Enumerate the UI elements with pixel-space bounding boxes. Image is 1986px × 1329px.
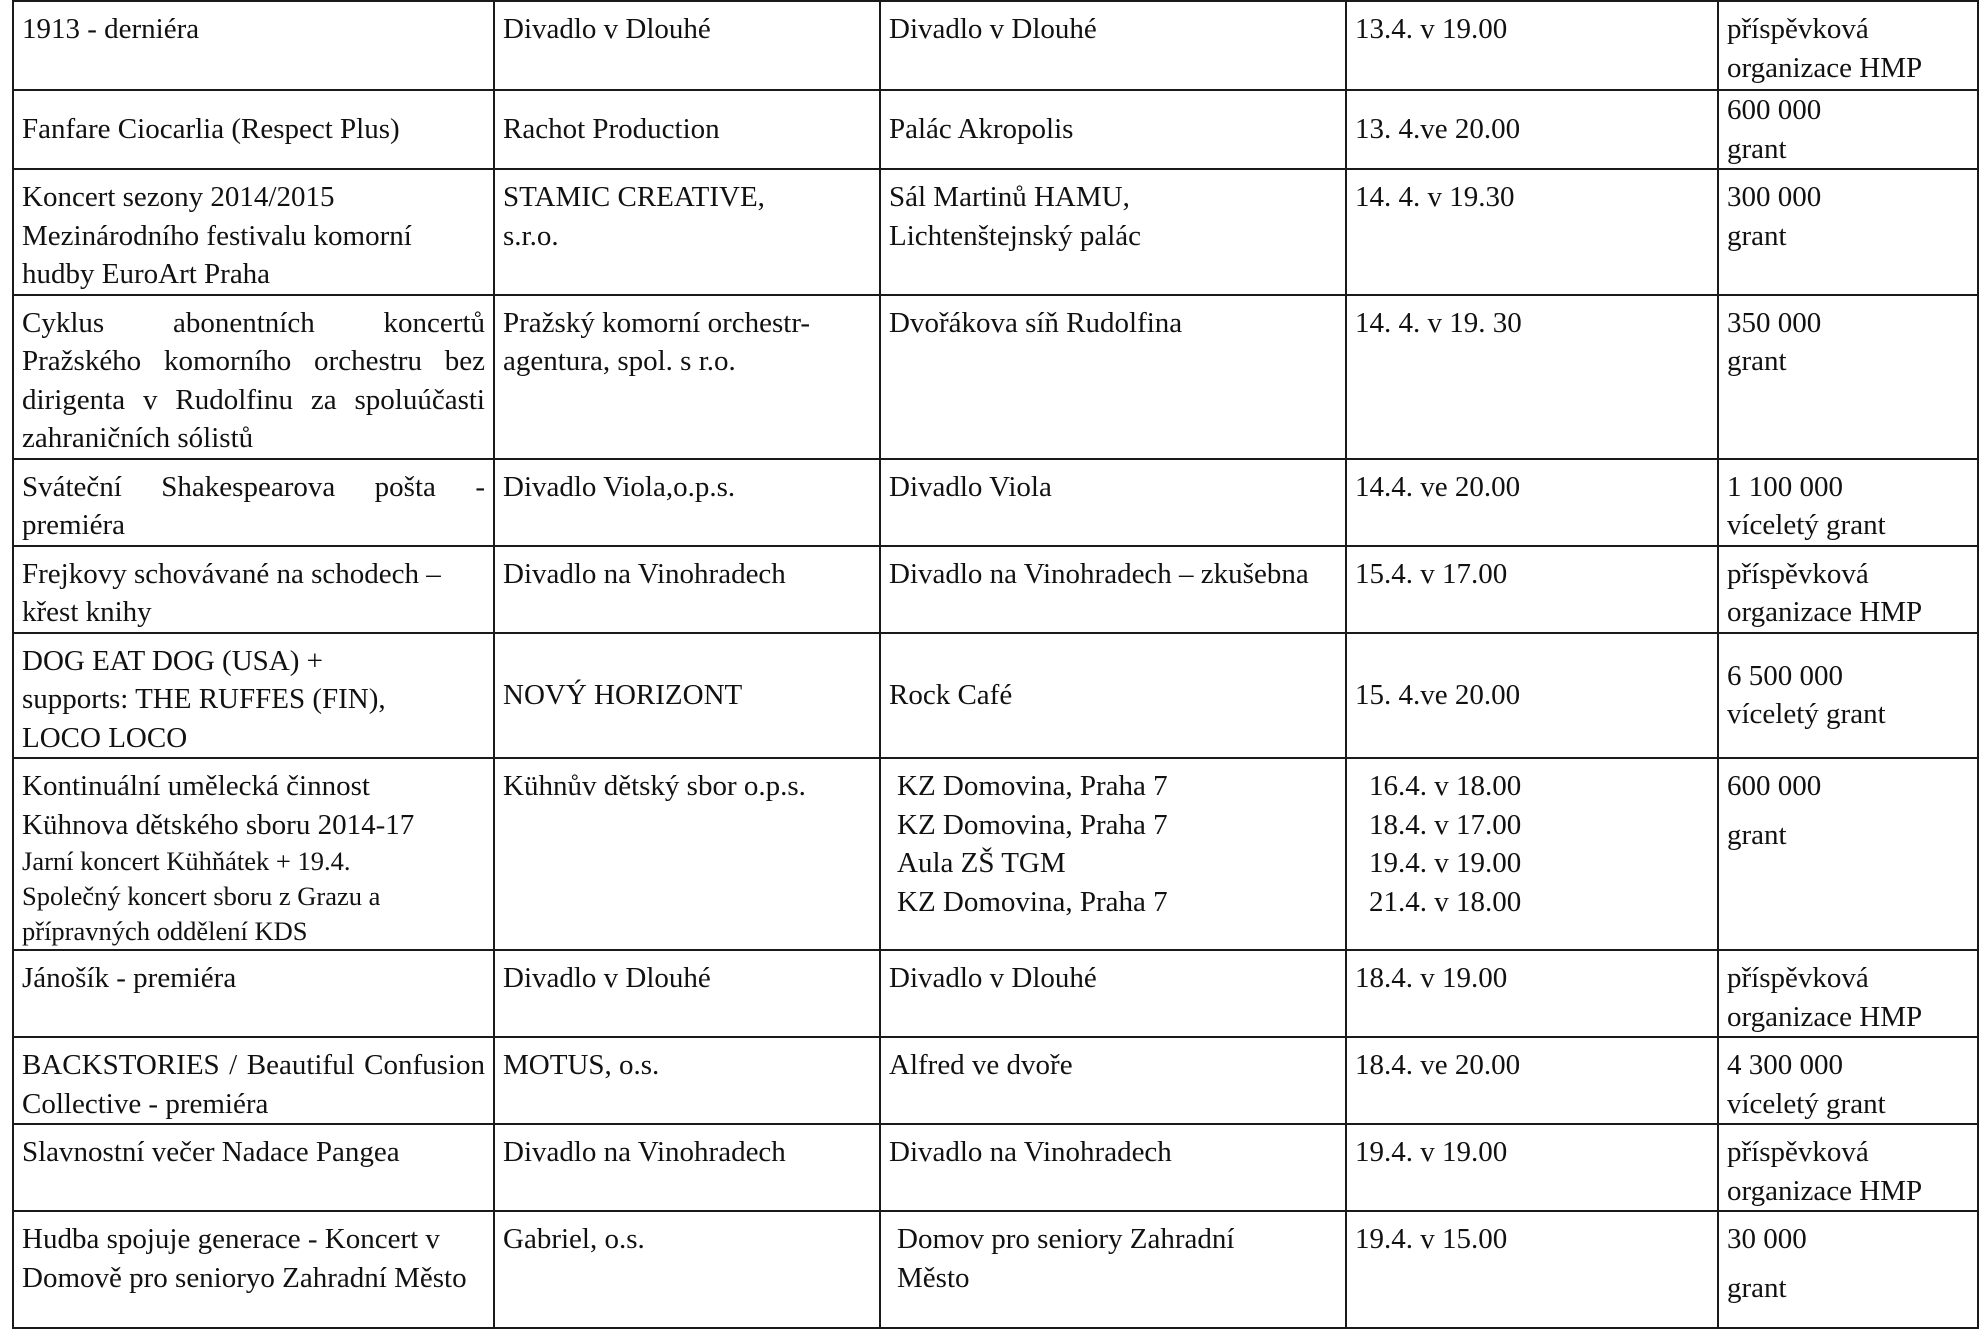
organizer-cell: [494, 90, 880, 169]
funding-text: grant: [1727, 219, 1787, 252]
funding-text: 1 100 000: [1727, 470, 1843, 503]
organizer-text: NOVÝ HORIZONT: [503, 679, 743, 711]
table-row: [13, 758, 1978, 950]
event-text: supports: THE RUFFES (FIN),: [22, 683, 386, 715]
venue-text: KZ Domovina, Praha 7: [897, 885, 1168, 918]
event-cell: [13, 1037, 494, 1124]
date-cell: [1346, 633, 1718, 759]
funding-cell: [1718, 1211, 1978, 1328]
funding-text: příspěvková: [1727, 1136, 1869, 1168]
organizer-text: STAMIC CREATIVE,: [503, 181, 765, 213]
event-text: Koncert sezony 2014/2015: [22, 181, 335, 213]
event-note: Společný koncert sboru z Grazu a: [22, 881, 381, 911]
venue-text: Divadlo v Dlouhé: [889, 962, 1097, 994]
event-text: Frejkovy schovávané na schodech – křest knihy: [22, 557, 441, 628]
date-text: 18.4. v 19.00: [1355, 962, 1508, 994]
date-cell: [1346, 1037, 1718, 1124]
table-row: [13, 1, 1978, 90]
date-cell: [1346, 1211, 1718, 1328]
date-text: 21.4. v 18.00: [1369, 885, 1522, 918]
date-cell: [1346, 758, 1718, 950]
funding-text: grant: [1727, 345, 1787, 377]
funding-text: 6 500 000: [1727, 659, 1843, 692]
organizer-text: Pražský komorní orchestr-: [503, 306, 811, 339]
funding-cell: [1718, 295, 1978, 459]
funding-text: příspěvková: [1727, 557, 1869, 590]
funding-cell: [1718, 1124, 1978, 1211]
date-text: 13.4. v 19.00: [1355, 13, 1508, 45]
organizer-text: agentura, spol. s r.o.: [503, 345, 736, 377]
funding-text: grant: [1727, 818, 1787, 851]
event-cell: [13, 169, 494, 295]
funding-text: organizace HMP: [1727, 1174, 1923, 1207]
venue-text: Divadlo Viola: [889, 470, 1052, 503]
date-cell: [1346, 295, 1718, 459]
event-text: Jánošík - premiéra: [22, 962, 237, 994]
event-text: Fanfare Ciocarlia (Respect Plus): [22, 113, 400, 146]
funding-cell: [1718, 459, 1978, 546]
venue-text: Sál Martinů HAMU,: [889, 181, 1130, 213]
events-table: [12, 0, 1979, 1329]
event-text: LOCO LOCO: [22, 721, 188, 754]
date-text: 15.4. v 17.00: [1355, 557, 1508, 590]
venue-text: KZ Domovina, Praha 7: [897, 808, 1168, 841]
funding-text: 600 000: [1727, 94, 1822, 126]
venue-cell: [880, 1124, 1346, 1211]
organizer-text: Divadlo na Vinohradech: [503, 557, 786, 590]
venue-text: Domov pro seniory Zahradní: [897, 1223, 1235, 1255]
organizer-cell: [494, 169, 880, 295]
funding-text: grant: [1727, 1271, 1787, 1304]
date-text: 13. 4.ve 20.00: [1355, 113, 1521, 146]
table-row: [13, 295, 1978, 459]
date-text: 14. 4. v 19. 30: [1355, 306, 1522, 339]
venue-text: Město: [897, 1261, 970, 1294]
organizer-cell: [494, 758, 880, 950]
funding-text: 300 000: [1727, 181, 1822, 213]
organizer-cell: [494, 1124, 880, 1211]
table-row: [13, 546, 1978, 633]
venue-text: Lichtenštejnský palác: [889, 219, 1142, 252]
date-cell: [1346, 1, 1718, 90]
table-row: [13, 950, 1978, 1037]
organizer-text: Rachot Production: [503, 113, 720, 146]
funding-cell: [1718, 758, 1978, 950]
event-text: Slavnostní večer Nadace Pangea: [22, 1136, 400, 1168]
date-text: 18.4. v 17.00: [1369, 808, 1522, 841]
event-text: Mezinárodního festivalu komorní: [22, 219, 412, 252]
event-note: Jarní koncert Kühňátek + 19.4.: [22, 846, 351, 876]
venue-cell: [880, 295, 1346, 459]
funding-text: 350 000: [1727, 306, 1822, 339]
funding-text: organizace HMP: [1727, 51, 1923, 84]
venue-cell: [880, 950, 1346, 1037]
funding-cell: [1718, 1, 1978, 90]
event-cell: [13, 1, 494, 90]
event-cell: [13, 295, 494, 459]
organizer-cell: [494, 295, 880, 459]
venue-text: Aula ZŠ TGM: [897, 847, 1066, 879]
event-cell: [13, 758, 494, 950]
venue-text: Divadlo na Vinohradech – zkušebna: [889, 557, 1309, 590]
funding-text: grant: [1727, 132, 1787, 165]
venue-text: Rock Café: [889, 679, 1013, 711]
funding-text: příspěvková: [1727, 13, 1869, 45]
venue-cell: [880, 633, 1346, 759]
event-text: 1913 - derniéra: [22, 13, 200, 45]
venue-text: Alfred ve dvoře: [889, 1049, 1073, 1081]
venue-cell: [880, 1037, 1346, 1124]
funding-text: víceletý grant: [1727, 698, 1886, 731]
organizer-cell: [494, 950, 880, 1037]
funding-text: organizace HMP: [1727, 596, 1923, 628]
organizer-text: MOTUS, o.s.: [503, 1049, 660, 1081]
venue-text: Divadlo na Vinohradech: [889, 1136, 1172, 1168]
event-cell: [13, 459, 494, 546]
event-cell: [13, 950, 494, 1037]
date-text: 18.4. ve 20.00: [1355, 1049, 1521, 1081]
venue-cell: [880, 1, 1346, 90]
event-cell: [13, 90, 494, 169]
funding-text: 600 000: [1727, 770, 1822, 802]
event-text: hudby EuroArt Praha: [22, 258, 271, 290]
venue-text: KZ Domovina, Praha 7: [897, 770, 1168, 802]
event-text: BACKSTORIES / Beautiful Confusion Collective - premiéra: [22, 1049, 485, 1120]
organizer-cell: [494, 1211, 880, 1328]
funding-cell: [1718, 950, 1978, 1037]
date-text: 15. 4.ve 20.00: [1355, 679, 1521, 711]
funding-text: 4 300 000: [1727, 1049, 1843, 1081]
table-row: [13, 459, 1978, 546]
funding-text: příspěvková: [1727, 962, 1869, 994]
table-row: [13, 90, 1978, 169]
table-row: [13, 169, 1978, 295]
date-cell: [1346, 546, 1718, 633]
venue-text: Divadlo v Dlouhé: [889, 13, 1097, 45]
event-text: Kontinuální umělecká činnost: [22, 770, 370, 802]
organizer-cell: [494, 459, 880, 546]
date-text: 14.4. ve 20.00: [1355, 470, 1521, 503]
funding-text: organizace HMP: [1727, 1000, 1923, 1033]
venue-cell: [880, 758, 1346, 950]
date-text: 19.4. v 15.00: [1355, 1223, 1508, 1255]
organizer-cell: [494, 1, 880, 90]
funding-cell: [1718, 90, 1978, 169]
organizer-text: Divadlo v Dlouhé: [503, 962, 711, 994]
event-text: Hudba spojuje generace - Koncert v Domově pro senioryo Zahradní Město: [22, 1223, 467, 1294]
event-cell: [13, 1211, 494, 1328]
event-note: přípravných oddělení KDS: [22, 916, 308, 946]
funding-text: 30 000: [1727, 1223, 1807, 1255]
event-cell: [13, 1124, 494, 1211]
event-cell: [13, 546, 494, 633]
organizer-cell: [494, 633, 880, 759]
event-text: Cyklus abonentních koncertů Pražského komorního orchestru bez dirigenta v Rudolfinu za spoluúčasti zahraničních sólistů: [22, 306, 485, 454]
event-text: Sváteční Shakespearova pošta - premiéra: [22, 470, 485, 541]
organizer-text: Divadlo v Dlouhé: [503, 13, 711, 45]
funding-text: víceletý grant: [1727, 509, 1886, 541]
event-text: Kühnova dětského sboru 2014-17: [22, 808, 415, 841]
table-row: [13, 1211, 1978, 1328]
organizer-text: Gabriel, o.s.: [503, 1223, 645, 1255]
funding-cell: [1718, 169, 1978, 295]
table-row: [13, 633, 1978, 759]
date-text: 14. 4. v 19.30: [1355, 181, 1515, 213]
organizer-text: Kühnův dětský sbor o.p.s.: [503, 770, 806, 802]
organizer-cell: [494, 546, 880, 633]
date-cell: [1346, 459, 1718, 546]
organizer-text: s.r.o.: [503, 219, 559, 252]
date-cell: [1346, 950, 1718, 1037]
event-text: DOG EAT DOG (USA) +: [22, 644, 323, 677]
date-cell: [1346, 1124, 1718, 1211]
venue-cell: [880, 90, 1346, 169]
table-row: [13, 1037, 1978, 1124]
organizer-text: Divadlo Viola,o.p.s.: [503, 470, 736, 503]
date-text: 16.4. v 18.00: [1369, 770, 1522, 802]
venue-cell: [880, 546, 1346, 633]
organizer-cell: [494, 1037, 880, 1124]
venue-text: Dvořákova síň Rudolfina: [889, 306, 1183, 339]
event-cell: [13, 633, 494, 759]
funding-text: víceletý grant: [1727, 1087, 1886, 1120]
venue-cell: [880, 459, 1346, 546]
funding-cell: [1718, 633, 1978, 759]
venue-cell: [880, 169, 1346, 295]
date-text: 19.4. v 19.00: [1369, 847, 1522, 879]
venue-text: Palác Akropolis: [889, 113, 1074, 146]
funding-cell: [1718, 546, 1978, 633]
venue-cell: [880, 1211, 1346, 1328]
funding-cell: [1718, 1037, 1978, 1124]
organizer-text: Divadlo na Vinohradech: [503, 1136, 786, 1168]
date-cell: [1346, 90, 1718, 169]
date-text: 19.4. v 19.00: [1355, 1136, 1508, 1168]
date-cell: [1346, 169, 1718, 295]
table-row: [13, 1124, 1978, 1211]
